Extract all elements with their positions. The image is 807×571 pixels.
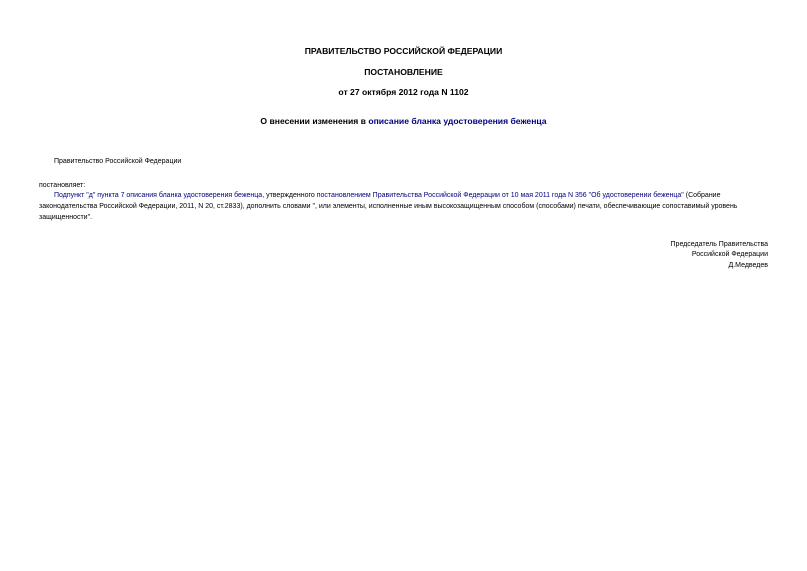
body-paragraph — [39, 190, 768, 223]
signature-name: Д.Медведев — [728, 262, 768, 269]
body-line-3: защищенности". — [39, 214, 93, 221]
signature-title-line-2: Российской Федерации — [691, 251, 768, 258]
body-text-segment: (Собрание — [683, 192, 721, 199]
signature-title-line-1: Председатель Правительства — [670, 241, 768, 248]
resolution-link[interactable]: постановлением Правительства Российской Федерации от 10 мая 2011 года N 356 "Об удостоверении беженца" — [316, 192, 684, 199]
body-text-segment: , утвержденного — [262, 192, 317, 199]
subparagraph-link[interactable]: Подпункт "д" пункта 7 описания бланка удостоверения беженца — [54, 192, 263, 199]
body-line-2: законодательства Российской Федерации, 2011, N 20, ст.2833), дополнить словами ", или элементы, исполненные иным высокозащищенным способом (способами) печати, обеспечивающие сопоставимый уровень — [39, 203, 738, 210]
preamble-decrees: постановляет: — [39, 182, 86, 189]
government-heading: ПРАВИТЕЛЬСТВО РОССИЙСКОЙ ФЕДЕРАЦИИ — [304, 46, 503, 56]
body-line-1 — [39, 190, 768, 201]
document-title — [0, 116, 807, 127]
date-number-heading: от 27 октября 2012 года N 1102 — [338, 87, 469, 97]
title-link[interactable]: описание бланка удостоверения беженца — [368, 116, 547, 126]
preamble-government: Правительство Российской Федерации — [54, 158, 182, 165]
document-type-heading: ПОСТАНОВЛЕНИЕ — [364, 67, 443, 77]
title-prefix: О внесении изменения в — [260, 116, 369, 126]
